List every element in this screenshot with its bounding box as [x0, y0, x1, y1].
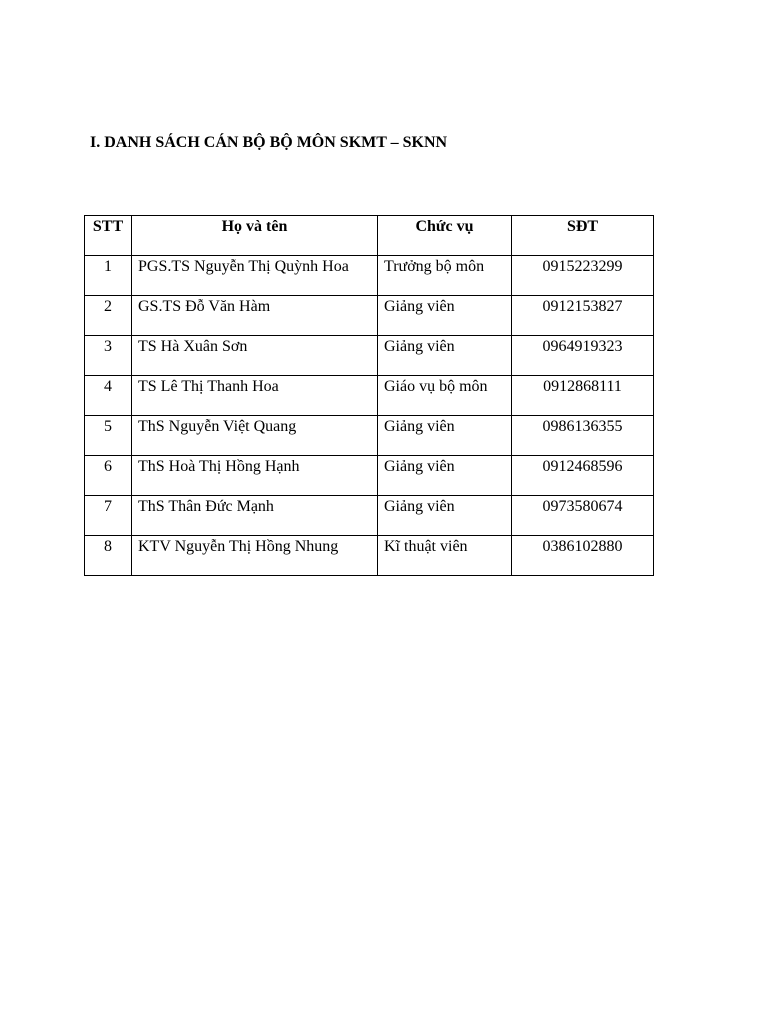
- row-stt: 6: [85, 456, 132, 496]
- header-name: Họ và tên: [132, 216, 378, 256]
- header-role: Chức vụ: [378, 216, 512, 256]
- row-name: GS.TS Đỗ Văn Hàm: [132, 296, 378, 336]
- row-name: PGS.TS Nguyễn Thị Quỳnh Hoa: [132, 256, 378, 296]
- row-name: ThS Nguyễn Việt Quang: [132, 416, 378, 456]
- row-stt: 7: [85, 496, 132, 536]
- row-name: TS Hà Xuân Sơn: [132, 336, 378, 376]
- row-stt: 8: [85, 536, 132, 576]
- row-phone: 0912153827: [512, 296, 654, 336]
- table-row: [85, 336, 654, 376]
- row-name: KTV Nguyễn Thị Hồng Nhung: [132, 536, 378, 576]
- row-stt: 4: [85, 376, 132, 416]
- table-row: [85, 536, 654, 576]
- row-role: Giảng viên: [378, 456, 512, 496]
- table-row: [85, 416, 654, 456]
- row-role: Giảng viên: [378, 416, 512, 456]
- row-name: TS Lê Thị Thanh Hoa: [132, 376, 378, 416]
- header-stt: STT: [85, 216, 132, 256]
- row-phone: 0964919323: [512, 336, 654, 376]
- table-row: [85, 496, 654, 536]
- document-title: I. DANH SÁCH CÁN BỘ BỘ MÔN SKMT – SKNN: [90, 134, 448, 151]
- row-name: ThS Thân Đức Mạnh: [132, 496, 378, 536]
- table-row: [85, 376, 654, 416]
- table-header-row: [85, 216, 654, 256]
- row-role: Giảng viên: [378, 496, 512, 536]
- row-role: Kĩ thuật viên: [378, 536, 512, 576]
- row-stt: 2: [85, 296, 132, 336]
- row-stt: 3: [85, 336, 132, 376]
- row-phone: 0986136355: [512, 416, 654, 456]
- row-role: Giảng viên: [378, 296, 512, 336]
- table-row: [85, 296, 654, 336]
- table-row: [85, 456, 654, 496]
- row-phone: 0912468596: [512, 456, 654, 496]
- header-phone: SĐT: [512, 216, 654, 256]
- row-role: Giáo vụ bộ môn: [378, 376, 512, 416]
- row-phone: 0915223299: [512, 256, 654, 296]
- row-role: Trưởng bộ môn: [378, 256, 512, 296]
- table-row: [85, 256, 654, 296]
- row-stt: 1: [85, 256, 132, 296]
- row-name: ThS Hoà Thị Hồng Hạnh: [132, 456, 378, 496]
- row-role: Giảng viên: [378, 336, 512, 376]
- row-phone: 0973580674: [512, 496, 654, 536]
- staff-table: [84, 215, 654, 576]
- row-stt: 5: [85, 416, 132, 456]
- row-phone: 0386102880: [512, 536, 654, 576]
- row-phone: 0912868111: [512, 376, 654, 416]
